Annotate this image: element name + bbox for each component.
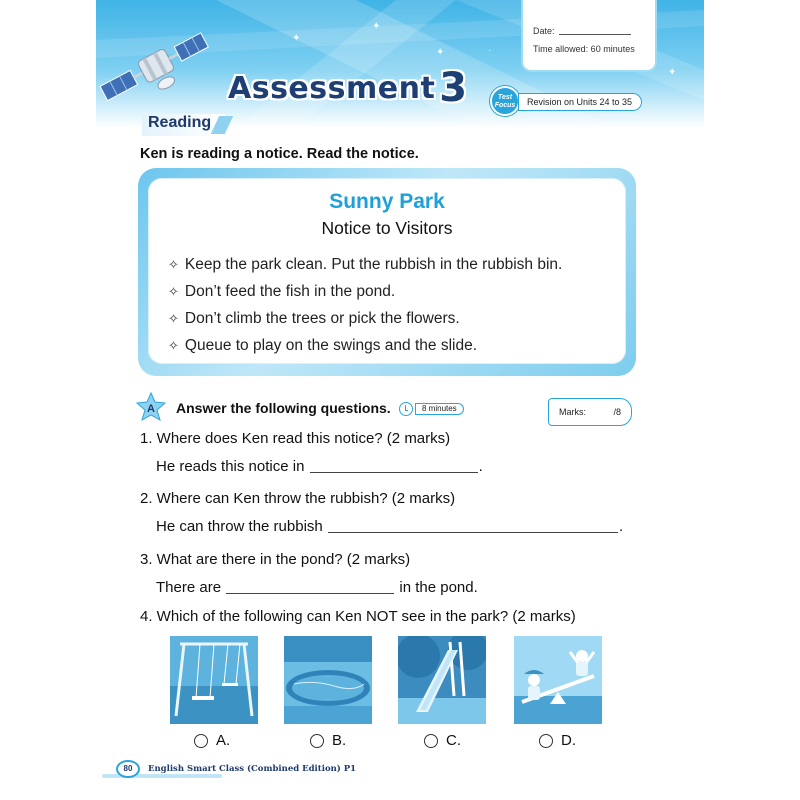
- part-a-star-icon: [136, 392, 166, 422]
- star-icon: ✦: [372, 21, 381, 32]
- star-icon: ·: [488, 45, 492, 56]
- answer-blank-2[interactable]: [328, 519, 618, 533]
- star-icon: ✦: [292, 33, 301, 44]
- answer-line-2: [156, 518, 623, 535]
- radio-circle-icon[interactable]: [424, 734, 438, 748]
- notice-rule: [168, 283, 395, 301]
- notice-rule: [168, 256, 562, 274]
- page-number: 80: [116, 760, 140, 778]
- date-blank[interactable]: [559, 34, 631, 35]
- star-icon: ✦: [436, 47, 445, 58]
- answer-suffix: .: [618, 518, 624, 535]
- pond-photo: [284, 636, 372, 724]
- option-d[interactable]: [539, 732, 576, 749]
- diamond-outline-icon: ✧: [168, 338, 179, 353]
- page-footer: [116, 760, 356, 778]
- question-2: 2. Where can Ken throw the rubbish? (2 marks): [140, 490, 456, 507]
- question-1: 1. Where does Ken read this notice? (2 marks): [140, 430, 451, 447]
- answer-line-3: [156, 579, 478, 596]
- notice-frame: [138, 168, 636, 376]
- diamond-outline-icon: ✧: [168, 257, 179, 272]
- answer-blank-1[interactable]: [310, 459, 478, 473]
- option-label: D.: [561, 732, 576, 749]
- answer-prefix: There are: [156, 579, 222, 596]
- answer-suffix: .: [478, 458, 483, 475]
- option-b[interactable]: [310, 732, 346, 749]
- timer-label: 8 minutes: [415, 403, 464, 415]
- marks-label: Marks:: [559, 407, 586, 417]
- notice-rule-text: Don’t climb the trees or pick the flowers.: [184, 310, 460, 327]
- time-allowed: Time allowed: 60 minutes: [533, 44, 635, 54]
- date-row: [533, 26, 631, 36]
- notice-rule-text: Keep the park clean. Put the rubbish in the rubbish bin.: [184, 256, 563, 273]
- worksheet-page: [96, 0, 704, 800]
- marks-box: [548, 398, 632, 426]
- revision-label: Revision on Units 24 to 35: [518, 93, 642, 111]
- notice-rule-text: Queue to play on the swings and the slide.: [184, 337, 478, 354]
- option-label: B.: [332, 732, 347, 749]
- test-focus-line1: Test: [497, 94, 513, 101]
- option-c[interactable]: [424, 732, 461, 749]
- question-3: 3. What are there in the pond? (2 marks): [140, 551, 411, 568]
- test-focus-line2: Focus: [494, 102, 516, 109]
- notice-subtitle: Notice to Visitors: [321, 218, 453, 238]
- radio-circle-icon[interactable]: [194, 734, 208, 748]
- marks-total: /8: [613, 407, 621, 417]
- radio-circle-icon[interactable]: [310, 734, 324, 748]
- answer-prefix: He reads this notice in: [156, 458, 305, 475]
- seesaw-photo: [514, 636, 602, 724]
- test-focus-badge: [490, 86, 520, 116]
- notice-title: Sunny Park: [329, 190, 445, 213]
- part-a-heading: Answer the following questions.: [176, 400, 391, 416]
- radio-circle-icon[interactable]: [539, 734, 553, 748]
- date-card: [521, 0, 657, 72]
- title-number: 3: [439, 65, 468, 111]
- header-banner: [96, 0, 704, 128]
- book-title: English Smart Class (Combined Edition) P1: [148, 764, 357, 774]
- timer-badge: [399, 402, 464, 416]
- answer-blank-3[interactable]: [226, 580, 394, 594]
- option-label: C.: [446, 732, 461, 749]
- section-tag-reading: Reading: [142, 114, 225, 136]
- notice-board: [148, 178, 626, 364]
- notice-rule: [168, 310, 460, 328]
- satellite-icon: [96, 18, 216, 118]
- slide-photo: [398, 636, 486, 724]
- answer-suffix: in the pond.: [399, 579, 478, 596]
- diamond-outline-icon: ✧: [168, 284, 179, 299]
- answer-line-1: [156, 458, 483, 475]
- notice-rule: [168, 337, 477, 355]
- page-title: [228, 62, 468, 111]
- option-label: A.: [216, 732, 231, 749]
- intro-text: Ken is reading a notice. Read the notice.: [140, 146, 419, 162]
- option-a[interactable]: [194, 732, 230, 749]
- part-a-letter: A: [147, 403, 155, 415]
- star-icon: ✦: [668, 67, 677, 78]
- diamond-outline-icon: ✧: [168, 311, 179, 326]
- question-4: 4. Which of the following can Ken NOT see in the park? (2 marks): [140, 608, 576, 625]
- swings-photo: [170, 636, 258, 724]
- answer-prefix: He can throw the rubbish: [156, 518, 323, 535]
- clock-icon: [399, 402, 413, 416]
- date-label: Date:: [533, 26, 555, 36]
- notice-rule-text: Don’t feed the fish in the pond.: [184, 283, 396, 300]
- title-word: Assessment: [228, 71, 436, 106]
